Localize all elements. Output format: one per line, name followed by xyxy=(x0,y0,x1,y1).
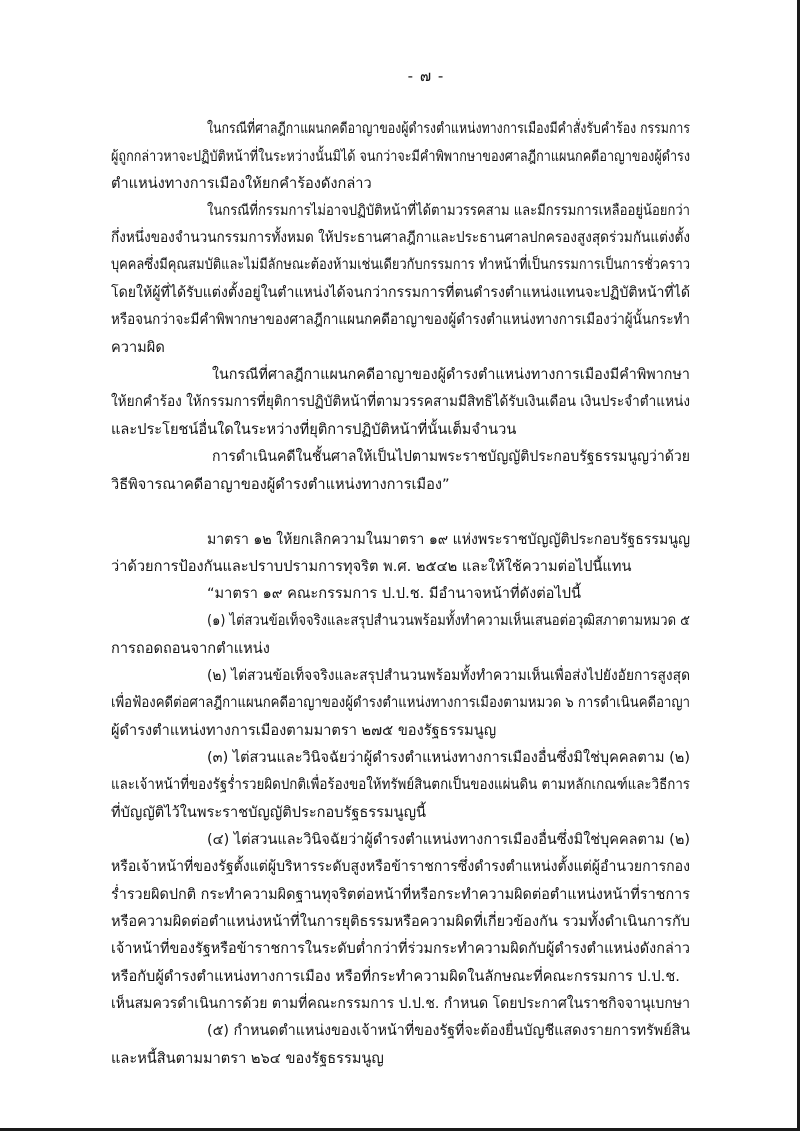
paragraph-line: ตำแหน่งทางการเมืองให้ยกคำร้องดังกล่าว xyxy=(111,175,372,192)
paragraph-line: (๓) ไต่สวนและวินิจฉัยว่าผู้ดำรงตำแหน่งทางการเมืองอื่นซึ่งมิใช่บุคคลตาม (๒) xyxy=(207,749,691,766)
paragraph-line: ผู้ถูกกล่าวหาจะปฏิบัติหน้าที่ในระหว่างนั้นมิได้ จนกว่าจะมีคำพิพากษาของศาลฎีกาแผนกคดีอาญาของผู้ดำรง xyxy=(111,148,691,165)
paragraph-line: หรือเจ้าหน้าที่ของรัฐตั้งแต่ผู้บริหารระดับสูงหรือข้าราชการซึ่งดำรงตำแหน่งตั้งแต่ผู้อำนวยการกอง xyxy=(111,858,690,875)
paragraph-line: การดำเนินคดีในชั้นศาลให้เป็นไปตามพระราชบัญญัติประกอบรัฐธรรมนูญว่าด้วย xyxy=(212,448,691,465)
paragraph-line: ในกรณีที่กรรมการไม่อาจปฏิบัติหน้าที่ได้ตามวรรคสาม และมีกรรมการเหลืออยู่น้อยกว่า xyxy=(207,202,691,219)
page-number: - ๗ - xyxy=(407,67,445,85)
paragraph-line: กึ่งหนึ่งของจำนวนกรรมการทั้งหมด ให้ประธานศาลฎีกาและประธานศาลปกครองสูงสุดร่วมกันแต่งตั้ง xyxy=(111,229,691,246)
paragraph-line: ร่ำรวยผิดปกติ กระทำความผิดฐานทุจริตต่อหน้าที่หรือกระทำความผิดต่อตำแหน่งหน้าที่ราชการ xyxy=(111,886,690,903)
paragraph-line: บุคคลซึ่งมีคุณสมบัติและไม่มีลักษณะต้องห้ามเช่นเดียวกับกรรมการ ทำหน้าที่เป็นกรรมการเป็นการชั่วคราว xyxy=(111,256,691,273)
paragraph-line: การถอดถอนจากตำแหน่ง xyxy=(111,640,270,657)
paragraph-line: และเจ้าหน้าที่ของรัฐร่ำรวยผิดปกติเพื่อร้องขอให้ทรัพย์สินตกเป็นของแผ่นดิน ตามหลักเกณฑ์และวิธีการ xyxy=(111,776,690,793)
paragraph-line: “มาตรา ๑๙ คณะกรรมการ ป.ป.ช. มีอำนาจหน้าที่ดังต่อไปนี้ xyxy=(207,585,582,602)
paragraph-line: เจ้าหน้าที่ของรัฐหรือข้าราชการในระดับต่ำกว่าที่ร่วมกระทำความผิดกับผู้ดำรงตำแหน่งดังกล่าว xyxy=(111,940,690,957)
paragraph-line: ที่บัญญัติไว้ในพระราชบัญญัติประกอบรัฐธรรมนูญนี้ xyxy=(111,804,426,821)
paragraph-line: ในกรณีที่ศาลฎีกาแผนกคดีอาญาของผู้ดำรงตำแหน่งทางการเมืองมีคำสั่งรับคำร้อง กรรมการ xyxy=(207,120,690,137)
paragraph-line: ความผิด xyxy=(111,339,165,356)
paragraph-line: และหนี้สินตามมาตรา ๒๖๔ ของรัฐธรรมนูญ xyxy=(111,1050,384,1067)
paragraph-line: โดยให้ผู้ที่ได้รับแต่งตั้งอยู่ในตำแหน่งได้จนกว่ากรรมการที่ตนดำรงตำแหน่งแทนจะปฏิบัติหน้าที่ได้ xyxy=(111,284,691,301)
paragraph-line: ผู้ดำรงตำแหน่งทางการเมืองตามมาตรา ๒๗๕ ของรัฐธรรมนูญ xyxy=(111,722,497,739)
paragraph-line: หรือความผิดต่อตำแหน่งหน้าที่ในการยุติธรรมหรือความผิดที่เกี่ยวข้องกัน รวมทั้งดำเนินการกับ xyxy=(111,913,690,930)
paragraph-line: เพื่อฟ้องคดีต่อศาลฎีกาแผนกคดีอาญาของผู้ดำรงตำแหน่งทางการเมืองตามหมวด ๖ การดำเนินคดีอาญา xyxy=(111,694,691,711)
paragraph-line: หรือกับผู้ดำรงตำแหน่งทางการเมือง หรือที่กระทำความผิดในลักษณะที่คณะกรรมการ ป.ป.ช. xyxy=(111,968,680,985)
paragraph-line: เห็นสมควรดำเนินการด้วย ตามที่คณะกรรมการ ป.ป.ช. กำหนด โดยประกาศในราชกิจจานุเบกษา xyxy=(111,995,690,1012)
paragraph-line: ให้ยกคำร้อง ให้กรรมการที่ยุติการปฏิบัติหน้าที่ตามวรรคสามมีสิทธิได้รับเงินเดือน เงินประจำตำแหน่ง xyxy=(111,393,691,410)
paragraph-line: หรือจนกว่าจะมีคำพิพากษาของศาลฎีกาแผนกคดีอาญาของผู้ดำรงตำแหน่งทางการเมืองว่าผู้นั้นกระทำ xyxy=(111,311,690,328)
paragraph-line: (๕) กำหนดตำแหน่งของเจ้าหน้าที่ของรัฐที่จะต้องยื่นบัญชีแสดงรายการทรัพย์สิน xyxy=(207,1022,691,1039)
paragraph-line: ว่าด้วยการป้องกันและปราบปรามการทุจริต พ.ศ. ๒๕๔๒ และให้ใช้ความต่อไปนี้แทน xyxy=(111,558,632,575)
paragraph-line: และประโยชน์อื่นใดในระหว่างที่ยุติการปฏิบัติหน้าที่นั้นเต็มจำนวน xyxy=(111,421,517,438)
paragraph-line: (๑) ไต่สวนข้อเท็จจริงและสรุปสำนวนพร้อมทั้งทำความเห็นเสนอต่อวุฒิสภาตามหมวด ๕ xyxy=(207,612,691,629)
paragraph-line: วิธีพิจารณาคดีอาญาของผู้ดำรงตำแหน่งทางการเมือง” xyxy=(111,476,450,493)
paragraph-line: มาตรา ๑๒ ให้ยกเลิกความในมาตรา ๑๙ แห่งพระราชบัญญัติประกอบรัฐธรรมนูญ xyxy=(207,531,691,548)
paragraph-line: ในกรณีที่ศาลฎีกาแผนกคดีอาญาของผู้ดำรงตำแหน่งทางการเมืองมีคำพิพากษา xyxy=(212,366,690,383)
paragraph-line: (๒) ไต่สวนข้อเท็จจริงและสรุปสำนวนพร้อมทั้งทำความเห็นเพื่อส่งไปยังอัยการสูงสุด xyxy=(207,667,691,684)
paragraph-line: (๔) ไต่สวนและวินิจฉัยว่าผู้ดำรงตำแหน่งทางการเมืองอื่นซึ่งมิใช่บุคคลตาม (๒) xyxy=(207,831,691,848)
